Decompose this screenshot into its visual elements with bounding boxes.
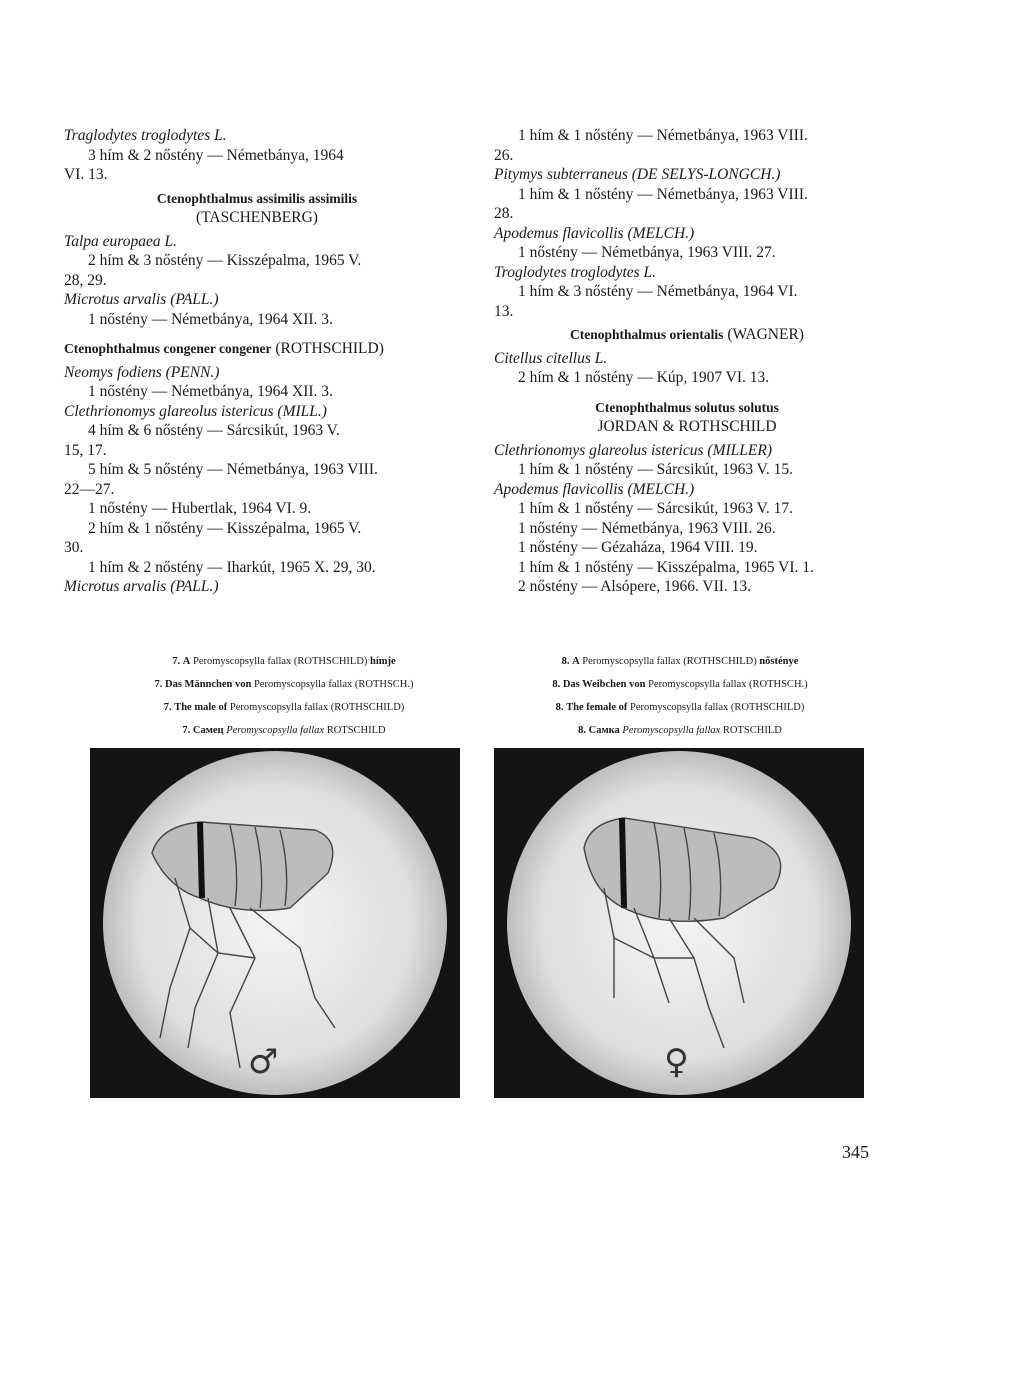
record-line: 1 hím & 1 nőstény — Kisszépalma, 1965 VI. 1. <box>518 558 814 576</box>
record-line: 1 nőstény — Németbánya, 1963 VIII. 27. <box>518 244 776 261</box>
species-heading: Ctenophthalmus solutus solutus JORDAN & ROTHSCHILD <box>595 399 779 435</box>
record-line: 1 hím & 3 nőstény — Németbánya, 1964 VI. <box>518 283 798 300</box>
left-text-column <box>64 126 450 597</box>
host-species: Traglodytes troglodytes L. <box>64 127 227 144</box>
caption-german: 7. Das Männchen von Peromyscopsylla fallax (ROTHSCH.) <box>154 679 414 690</box>
host-species: Neomys fodiens (PENN.) <box>64 363 220 381</box>
species-heading: Ctenophthalmus assimilis assimilis (TASCHENBERG) <box>156 190 358 226</box>
caption-russian: 8. Самка Peromyscopsylla fallax ROTSCHILD <box>578 725 782 736</box>
record-line: 5 hím & 5 nőstény — Németbánya, 1963 VIII. <box>88 461 378 478</box>
female-symbol: ♀ <box>664 1042 689 1082</box>
caption-hungarian: 8. A Peromyscopsylla fallax (ROTHSCHILD) nősténye <box>561 656 799 667</box>
species-heading: Ctenophthalmus congener congener (ROTHSCHILD) <box>64 340 384 357</box>
host-species: Microtus arvalis (PALL.) <box>64 578 219 595</box>
record-continuation: 30. <box>64 539 84 556</box>
figure-7-photo <box>90 748 460 1098</box>
caption-hungarian: 7. A Peromyscopsylla fallax (ROTHSCHILD) hímje <box>172 656 396 667</box>
record-line: 1 hím & 1 nőstény — Sárcsikút, 1963 V. 17. <box>518 500 793 517</box>
record-line: 1 hím & 1 nőstény — Németbánya, 1963 VIII. <box>518 185 808 203</box>
record-continuation: 28, 29. <box>64 271 107 289</box>
record-line: 1 nőstény — Gézaháza, 1964 VIII. 19. <box>518 539 758 556</box>
male-symbol: ♂ <box>248 1042 279 1082</box>
record-line: 1 hím & 1 nőstény — Németbánya, 1963 VIII. <box>518 127 808 144</box>
host-species: Apodemus flavicollis (MELCH.) <box>494 480 695 498</box>
record-line: 1 nőstény — Hubertlak, 1964 VI. 9. <box>88 500 312 517</box>
host-species: Apodemus flavicollis (MELCH.) <box>494 224 695 242</box>
caption-german: 8. Das Weibchen von Peromyscopsylla fallax (ROTHSCH.) <box>552 679 808 690</box>
caption-english: 7. The male of Peromyscopsylla fallax (ROTHSCHILD) <box>163 702 405 713</box>
record-continuation: 13. <box>494 302 514 320</box>
record-line: 4 hím & 6 nőstény — Sárcsikút, 1963 V. <box>88 422 340 439</box>
record-continuation: 28. <box>494 205 514 222</box>
record-continuation: 26. <box>494 146 514 164</box>
record-line: 2 hím & 1 nőstény — Kúp, 1907 VI. 13. <box>518 369 770 386</box>
figure-8-photo <box>494 748 864 1098</box>
host-species: Pitymys subterraneus (DE SELYS-LONGCH.) <box>494 166 781 183</box>
host-species: Talpa europaea L. <box>64 232 177 250</box>
record-line: 3 hím & 2 nőstény — Németbánya, 1964 <box>88 146 344 164</box>
record-continuation: 15, 17. <box>64 441 107 459</box>
record-line: 2 nőstény — Alsópere, 1966. VII. 13. <box>518 578 752 595</box>
right-text-column <box>494 126 880 597</box>
caption-russian: 7. Самец Peromyscopsylla fallax ROTSCHILD <box>182 725 386 736</box>
record-continuation: 22—27. <box>64 480 115 498</box>
record-continuation: VI. 13. <box>64 166 108 183</box>
host-species: Microtus arvalis (PALL.) <box>64 291 219 308</box>
host-species: Clethrionomys glareolus istericus (MILLER) <box>494 441 772 459</box>
host-species: Citellus citellus L. <box>494 349 608 367</box>
record-line: 2 hím & 1 nőstény — Kisszépalma, 1965 V. <box>88 519 362 537</box>
host-species: Clethrionomys glareolus istericus (MILL.) <box>64 402 327 420</box>
host-species: Troglodytes troglodytes L. <box>494 263 657 281</box>
record-line: 1 nőstény — Németbánya, 1963 VIII. 26. <box>518 519 776 537</box>
record-line: 1 nőstény — Németbánya, 1964 XII. 3. <box>88 310 333 328</box>
record-line: 2 hím & 3 nőstény — Kisszépalma, 1965 V. <box>88 252 362 269</box>
caption-english: 8. The female of Peromyscopsylla fallax (ROTHSCHILD) <box>555 702 805 713</box>
record-line: 1 hím & 2 nőstény — Iharkút, 1965 X. 29, 30. <box>88 558 376 576</box>
page-number: 345 <box>842 1142 869 1162</box>
species-heading: Ctenophthalmus orientalis (WAGNER) <box>570 326 804 343</box>
record-line: 1 hím & 1 nőstény — Sárcsikút, 1963 V. 15. <box>518 461 793 478</box>
record-line: 1 nőstény — Németbánya, 1964 XII. 3. <box>88 383 333 400</box>
figure-8-caption <box>480 650 880 742</box>
figure-7-caption <box>84 650 484 742</box>
